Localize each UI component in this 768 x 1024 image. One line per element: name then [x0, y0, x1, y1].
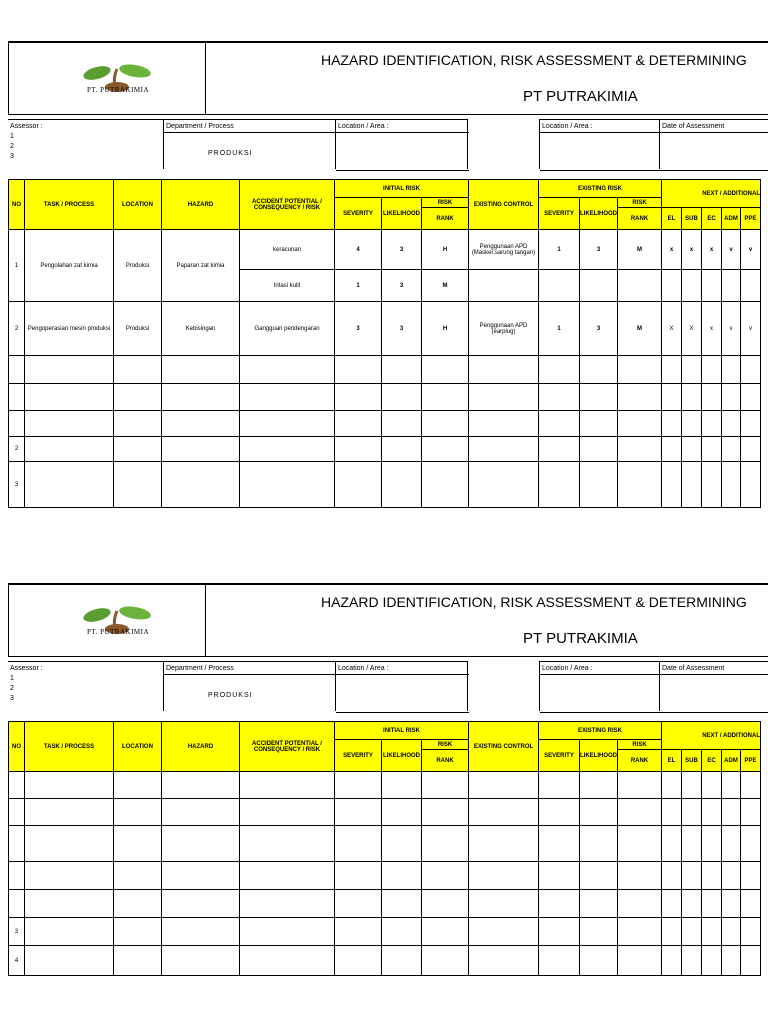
table-row: 2 Pengoperasian mesin produksi Produksi Kebisingan Gangguan pendengaran 3 3 H Penggunaan APD (earplug) 1 3 M X X x v v: [9, 302, 761, 356]
col-accident: ACCIDENT POTENTIAL / CONSEQUENCY / RISK: [240, 722, 335, 772]
risk-table-1: [8, 179, 761, 508]
info-section: [8, 661, 768, 711]
col-ex-rank: RANK: [618, 750, 662, 772]
header: [8, 583, 768, 657]
col-existing-control: EXISTING CONTROL: [469, 722, 539, 772]
col-ex-likelihood: LIKELIHOOD: [580, 198, 618, 230]
col-next: NEXT / ADDITIONAL: [662, 180, 761, 208]
page-title: HAZARD IDENTIFICATION, RISK ASSESSMENT & DETERMINING: [321, 52, 747, 68]
company-name: PT PUTRAKIMIA: [523, 88, 638, 105]
department-value: PRODUKSI: [208, 692, 253, 699]
col-ex-rank: RANK: [618, 208, 662, 230]
col-sub: SUB: [682, 208, 702, 230]
col-existing-risk: EXISTING RISK: [539, 180, 662, 198]
info-section: [8, 119, 768, 169]
table-row: 4: [9, 946, 761, 976]
col-adm: ADM: [722, 750, 741, 772]
col-severity: SEVERITY: [335, 198, 382, 230]
date-cell: [659, 661, 768, 711]
header: [8, 41, 768, 115]
table-row: 2: [9, 437, 761, 462]
logo-box: [9, 43, 206, 115]
table-row: [9, 384, 761, 411]
col-task: TASK / PROCESS: [25, 722, 114, 772]
company-name: PT PUTRAKIMIA: [523, 630, 638, 647]
col-ec: EC: [702, 750, 722, 772]
col-ec: EC: [702, 208, 722, 230]
location-cell-1: [335, 661, 468, 711]
table-row: [9, 799, 761, 826]
table-row: 1 Pengolahan zat kimia Produksi Paparan zat kimia keracunan 4 3 H Penggunaan APD (Masker,sarung tangan) 1 3 M x x x v v: [9, 230, 761, 270]
location-label-1: Location / Area :: [338, 665, 389, 672]
col-ex-likelihood: LIKELIHOOD: [580, 740, 618, 772]
col-rank: RANK: [422, 750, 469, 772]
table-row: [9, 411, 761, 437]
col-likelihood: LIKELIHOOD: [382, 740, 422, 772]
col-ex-risk: RISK: [618, 198, 662, 208]
col-adm: ADM: [722, 208, 741, 230]
location-label-1: Location / Area :: [338, 123, 389, 130]
col-hazard: HAZARD: [162, 180, 240, 230]
date-cell: [659, 119, 768, 169]
logo-box: [9, 585, 206, 657]
assessor-label: Assessor :: [10, 665, 43, 672]
logo-text: PT. PUTRAKIMIA: [86, 628, 150, 636]
col-next: NEXT / ADDITIONAL: [662, 722, 761, 750]
sheet-1: [8, 41, 768, 511]
table-row: 3: [9, 918, 761, 946]
department-cell: [163, 661, 335, 711]
col-rank: RANK: [422, 208, 469, 230]
table-row: [9, 356, 761, 384]
col-location: LOCATION: [114, 722, 162, 772]
page-title: HAZARD IDENTIFICATION, RISK ASSESSMENT & DETERMINING: [321, 594, 747, 610]
location-cell-2: [539, 119, 659, 169]
col-no: NO: [9, 180, 25, 230]
table-row: [9, 772, 761, 799]
date-label: Date of Assessment: [662, 665, 725, 672]
col-ppe: PPE: [741, 208, 761, 230]
col-risk: RISK: [422, 740, 469, 750]
col-ex-severity: SEVERITY: [539, 198, 580, 230]
col-severity: SEVERITY: [335, 740, 382, 772]
col-existing-control: EXISTING CONTROL: [469, 180, 539, 230]
risk-table-2: [8, 721, 761, 976]
table-row: 3: [9, 462, 761, 508]
col-el: EL: [662, 750, 682, 772]
assessor-numbers: 1 2 3: [10, 133, 14, 160]
col-ex-risk: RISK: [618, 740, 662, 750]
location-label-2: Location / Area :: [542, 665, 593, 672]
col-el: EL: [662, 208, 682, 230]
assessor-numbers: 1 2 3: [10, 675, 14, 702]
table-row: [9, 862, 761, 890]
table-row: [9, 890, 761, 918]
col-no: NO: [9, 722, 25, 772]
table-row: [9, 826, 761, 862]
col-sub: SUB: [682, 750, 702, 772]
col-ppe: PPE: [741, 750, 761, 772]
department-value: PRODUKSI: [208, 150, 253, 157]
location-label-2: Location / Area :: [542, 123, 593, 130]
col-existing-risk: EXISTING RISK: [539, 722, 662, 740]
col-task: TASK / PROCESS: [25, 180, 114, 230]
department-label: Department / Process: [166, 123, 234, 130]
col-initial-risk: INITIAL RISK: [335, 722, 469, 740]
sheet-2: [8, 583, 768, 1003]
department-label: Department / Process: [166, 665, 234, 672]
col-initial-risk: INITIAL RISK: [335, 180, 469, 198]
col-location: LOCATION: [114, 180, 162, 230]
col-accident: ACCIDENT POTENTIAL / CONSEQUENCY / RISK: [240, 180, 335, 230]
table-row: Iritasi kulit 1 3 M: [9, 270, 761, 302]
location-cell-2: [539, 661, 659, 711]
col-risk: RISK: [422, 198, 469, 208]
date-label: Date of Assessment: [662, 123, 725, 130]
assessor-label: Assessor :: [10, 123, 43, 130]
location-cell-1: [335, 119, 468, 169]
col-ex-severity: SEVERITY: [539, 740, 580, 772]
logo-text: PT. PUTRAKIMIA: [86, 86, 150, 94]
assessor-cell: [8, 119, 163, 169]
department-cell: [163, 119, 335, 169]
col-hazard: HAZARD: [162, 722, 240, 772]
assessor-cell: [8, 661, 163, 711]
col-likelihood: LIKELIHOOD: [382, 198, 422, 230]
